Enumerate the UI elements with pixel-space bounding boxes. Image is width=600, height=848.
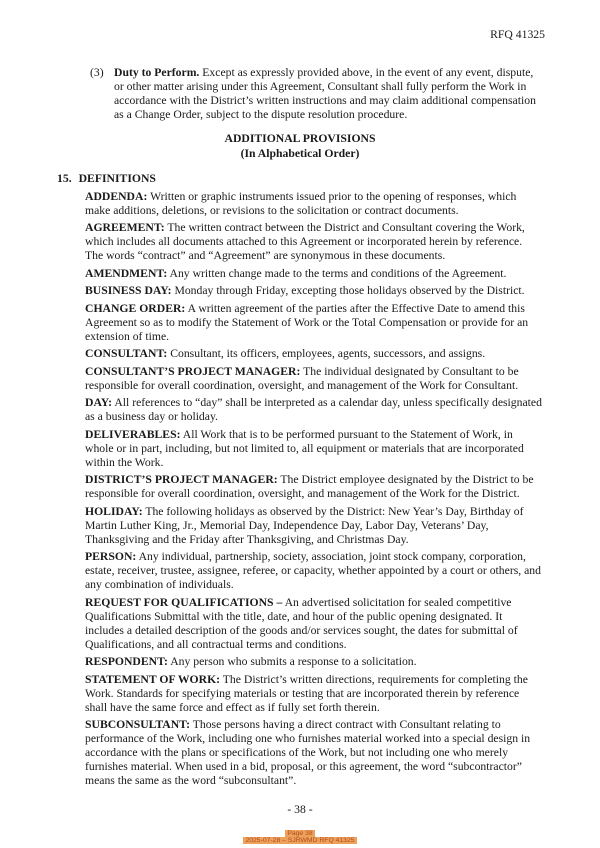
definitions-list: [0, 190, 600, 789]
definition-term: PERSON:: [85, 550, 137, 563]
heading-line-1: ADDITIONAL PROVISIONS: [224, 132, 376, 145]
stamp-date-reference: 2025-07-28 – SJRWMD RFQ 41325: [245, 837, 355, 845]
definition-term: CONSULTANT:: [85, 347, 168, 360]
definition-text: Any written change made to the terms and conditions of the Agreement.: [169, 266, 507, 280]
definition-respondent: [85, 655, 543, 669]
definition-term: STATEMENT OF WORK:: [85, 672, 221, 686]
definition-term: DELIVERABLES:: [85, 427, 181, 441]
definition-subconsultant: [85, 718, 543, 788]
definition-text: The District employee designated by the District to be responsible for overall coordination, oversight, and management of the Work for the District.: [85, 473, 534, 500]
clause-text: Except as expressly provided above, in the event of any event, dispute, or other matter arising under this Agreement, Consultant shall fully perform the Work in accordance with the District’s written instructions and may claim additional compensation as a Change Order, subject to the dispute resolution procedure.: [114, 66, 536, 121]
definition-consultant: [85, 347, 543, 361]
definition-text: An advertised solicitation for sealed competitive Qualifications Submittal with the title, date, and hour of the public opening designated. It includes a detailed description of the goods and/or services sought, the dates for submittal of Qualifications, and all contractual terms and conditions.: [85, 595, 518, 651]
definition-text: The written contract between the District and Consultant covering the Work, which includes all documents attached to this Agreement or incorporated herein by reference. The words “contract” and “Agreement” are synonymous in these documents.: [85, 221, 525, 262]
annotation-stamp: [0, 830, 600, 845]
definition-text: A written agreement of the parties after the Effective Date to amend this Agreement so as to modify the Statement of Work or the Total Compensation or provide for an extension of time.: [85, 301, 529, 343]
definition-term: AMENDMENT:: [85, 266, 168, 280]
definition-text: All Work that is to be performed pursuant to the Statement of Work, in whole or in part, including, but not limited to, all equipment or materials that are incorporated within the Work.: [85, 427, 524, 469]
definition-business-day: [85, 284, 543, 298]
definition-term: CONSULTANT’S PROJECT MANAGER:: [85, 364, 301, 378]
definition-term: BUSINESS DAY:: [85, 284, 172, 297]
definition-addenda: [85, 190, 543, 218]
additional-provisions-heading: [0, 132, 600, 161]
definition-term: DISTRICT’S PROJECT MANAGER:: [85, 473, 278, 486]
section-number: 15.: [57, 172, 72, 185]
page-number: - 38 -: [287, 803, 313, 816]
definition-day: [85, 396, 543, 424]
definition-person: [85, 550, 543, 592]
definition-text: The District’s written directions, requirements for completing the Work. Standards for specifying materials or testing that are incorporated therein by reference shall have the same force and effect as if fully set forth therein.: [85, 672, 528, 714]
clause-term: Duty to Perform.: [114, 66, 200, 79]
definition-text: Any individual, partnership, society, association, joint stock company, corporation, estate, receiver, trustee, assignee, referee, or capacity, whether appointed by a court or others, and any combination of individuals.: [85, 550, 541, 591]
definition-amendment: [85, 267, 543, 281]
rfq-number-header: RFQ 41325: [490, 28, 545, 41]
clause-number: (3): [90, 66, 104, 79]
definition-text: Consultant, its officers, employees, agents, successors, and assigns.: [170, 347, 486, 360]
definition-change-order: [85, 302, 543, 344]
definitions-section-heading: [57, 172, 543, 186]
definition-request-for-qualifications: [85, 596, 543, 652]
definition-text: Any person who submits a response to a solicitation.: [170, 655, 417, 668]
definition-deliverables: [85, 428, 543, 470]
definition-term: REQUEST FOR QUALIFICATIONS –: [85, 595, 283, 609]
clause-duty-to-perform: [90, 66, 543, 122]
definition-text: All references to “day” shall be interpreted as a calendar day, unless specifically designated as a business day or holiday.: [85, 396, 542, 423]
stamp-page-label: Page 38: [287, 830, 313, 837]
definition-text: Those persons having a direct contract with Consultant relating to performance of the Work, including one who furnishes material worked into a special design in accordance with the plans or specifications of the Work, but not including one who merely furnishes material. When used in a bid, proposal, or this agreement, the word “subcontractor” means the same as the word “subconsultant”.: [85, 718, 531, 787]
definition-term: CHANGE ORDER:: [85, 301, 186, 315]
definition-term: HOLIDAY:: [85, 504, 143, 518]
definition-districts-project-manager: [85, 473, 543, 501]
definition-holiday: [85, 505, 543, 547]
definition-text: The individual designated by Consultant to be responsible for overall coordination, oversight, and management of the Work for Consultant.: [85, 364, 519, 392]
definition-term: DAY:: [85, 396, 113, 409]
definition-text: The following holidays as observed by the District: New Year’s Day, Birthday of Martin Luther King, Jr., Memorial Day, Independence Day, Labor Day, Veterans’ Day, Thanksgiving and the Friday after Thanksgiving, and Christmas Day.: [85, 504, 524, 546]
definition-term: RESPONDENT:: [85, 655, 168, 668]
definition-consultants-project-manager: [85, 365, 543, 393]
definition-term: SUBCONSULTANT:: [85, 718, 190, 731]
definition-text: Written or graphic instruments issued prior to the opening of responses, which make additions, deletions, or revisions to the solicitation or contract documents.: [85, 189, 517, 217]
definition-term: AGREEMENT:: [85, 221, 165, 234]
definition-term: ADDENDA:: [85, 189, 148, 203]
section-title: DEFINITIONS: [78, 172, 156, 185]
definition-agreement: [85, 221, 543, 263]
definition-statement-of-work: [85, 673, 543, 715]
heading-line-2: (In Alphabetical Order): [240, 146, 360, 160]
definition-text: Monday through Friday, excepting those holidays observed by the District.: [174, 284, 525, 297]
